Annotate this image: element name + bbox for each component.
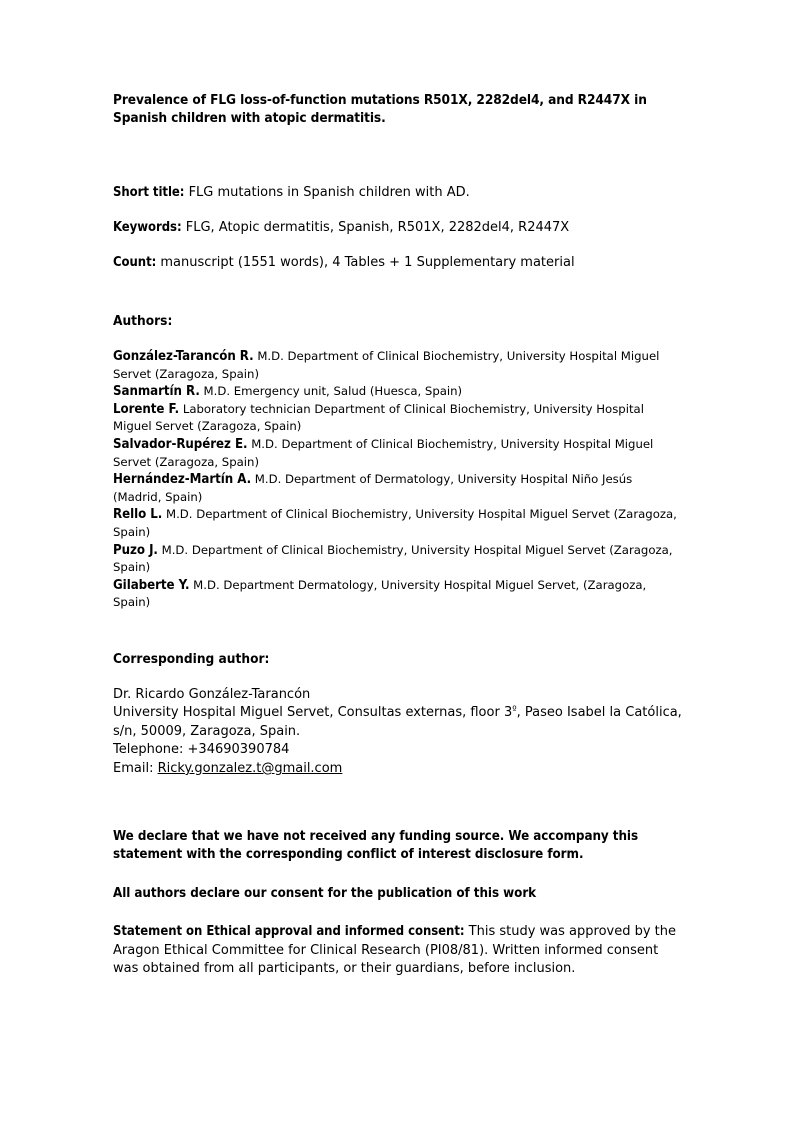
author-affiliation: M.D. Department of Clinical Biochemistry, University Hospital Miguel Servet (Zaragoza, Spain) (113, 349, 660, 381)
document-content (113, 92, 683, 979)
author-entry (113, 506, 683, 541)
author-entry (113, 348, 683, 383)
corresponding-author-heading: Corresponding author: (113, 650, 270, 667)
author-affiliation: M.D. Department of Dermatology, University Hospital Niño Jesús (Madrid, Spain) (113, 472, 633, 504)
keywords-value: FLG, Atopic dermatitis, Spanish, R501X, 2282del4, R2447X (185, 220, 570, 235)
publication-consent-declaration: All authors declare our consent for the publication of this work (113, 885, 537, 901)
authors-list (113, 348, 683, 612)
funding-declaration: We declare that we have not received any funding source. We accompany this statement with the corresponding conflict of interest disclosure form. (113, 829, 639, 862)
address-part-one: University Hospital Miguel Servet, Consultas externas, floor 3 (113, 705, 513, 721)
metadata-block (113, 184, 683, 272)
author-name: Salvador-Rupérez E. (113, 436, 248, 452)
authors-heading: Authors: (113, 313, 173, 329)
count-value: manuscript (1551 words), 4 Tables + 1 Supplementary material (160, 255, 575, 270)
author-name: Puzo J. (113, 542, 158, 558)
page-title: Prevalence of FLG loss-of-function mutations R501X, 2282del4, and R2447X in Spanish children with atopic dermatitis. (113, 92, 647, 126)
short-title-line (113, 184, 683, 202)
author-entry (113, 401, 683, 436)
author-entry (113, 542, 683, 577)
keywords-label: Keywords: (113, 220, 182, 235)
author-name: Hernández-Martín A. (113, 472, 252, 488)
count-label: Count: (113, 255, 157, 270)
keywords-line (113, 219, 683, 237)
ethics-statement (113, 923, 683, 979)
count-line (113, 254, 683, 272)
corresponding-author-address (113, 704, 688, 741)
author-affiliation: M.D. Emergency unit, Salud (Huesca, Spain) (203, 384, 463, 399)
author-entry (113, 436, 683, 471)
corresponding-author-name: Dr. Ricardo González-Tarancón (113, 686, 311, 702)
author-affiliation: M.D. Department of Clinical Biochemistry, University Hospital Miguel Servet (Zaragoza, Spain) (113, 542, 673, 575)
author-affiliation: M.D. Department of Clinical Biochemistry, University Hospital Miguel Servet (Zaragoza, Spain) (113, 436, 654, 469)
author-name: Gilaberte Y. (113, 577, 190, 593)
ethics-statement-text: This study was approved by the Aragon Ethical Committee for Clinical Research (PI08/81). Written informed consent was obtained from all participants, or their guardians, before inclusion. (113, 924, 677, 977)
address-ordinal-marker: º (512, 705, 517, 717)
email-label: Email: (113, 760, 158, 776)
author-affiliation: M.D. Department of Clinical Biochemistry, University Hospital Miguel Servet (Zaragoza, Spain) (113, 507, 677, 539)
corresponding-author-block (113, 686, 683, 779)
author-name: Rello L. (113, 507, 163, 523)
email-link[interactable]: Ricky.gonzalez.t@gmail.com (157, 760, 343, 776)
ethics-statement-label: Statement on Ethical approval and informed consent: (113, 924, 465, 940)
author-affiliation: Laboratory technician Department of Clinical Biochemistry, University Hospital Miguel Servet (Zaragoza, Spain) (113, 401, 644, 434)
short-title-text: FLG mutations in Spanish children with AD. (188, 185, 470, 200)
short-title-label: Short title: (113, 185, 185, 200)
corresponding-author-telephone: Telephone: +34690390784 (113, 742, 290, 758)
author-entry (113, 577, 683, 612)
author-affiliation: M.D. Department Dermatology, University Hospital Miguel Servet, (Zaragoza, Spain) (113, 577, 647, 610)
corresponding-author-email-line (113, 760, 683, 779)
author-name: Lorente F. (113, 401, 180, 417)
author-entry (113, 383, 683, 401)
author-entry (113, 471, 683, 506)
address-part-two: , Paseo Isabel la Católica, s/n, 50009, Zaragoza, Spain. (113, 705, 682, 739)
author-name: Sanmartín R. (113, 384, 200, 400)
author-name: González-Tarancón R. (113, 349, 254, 364)
